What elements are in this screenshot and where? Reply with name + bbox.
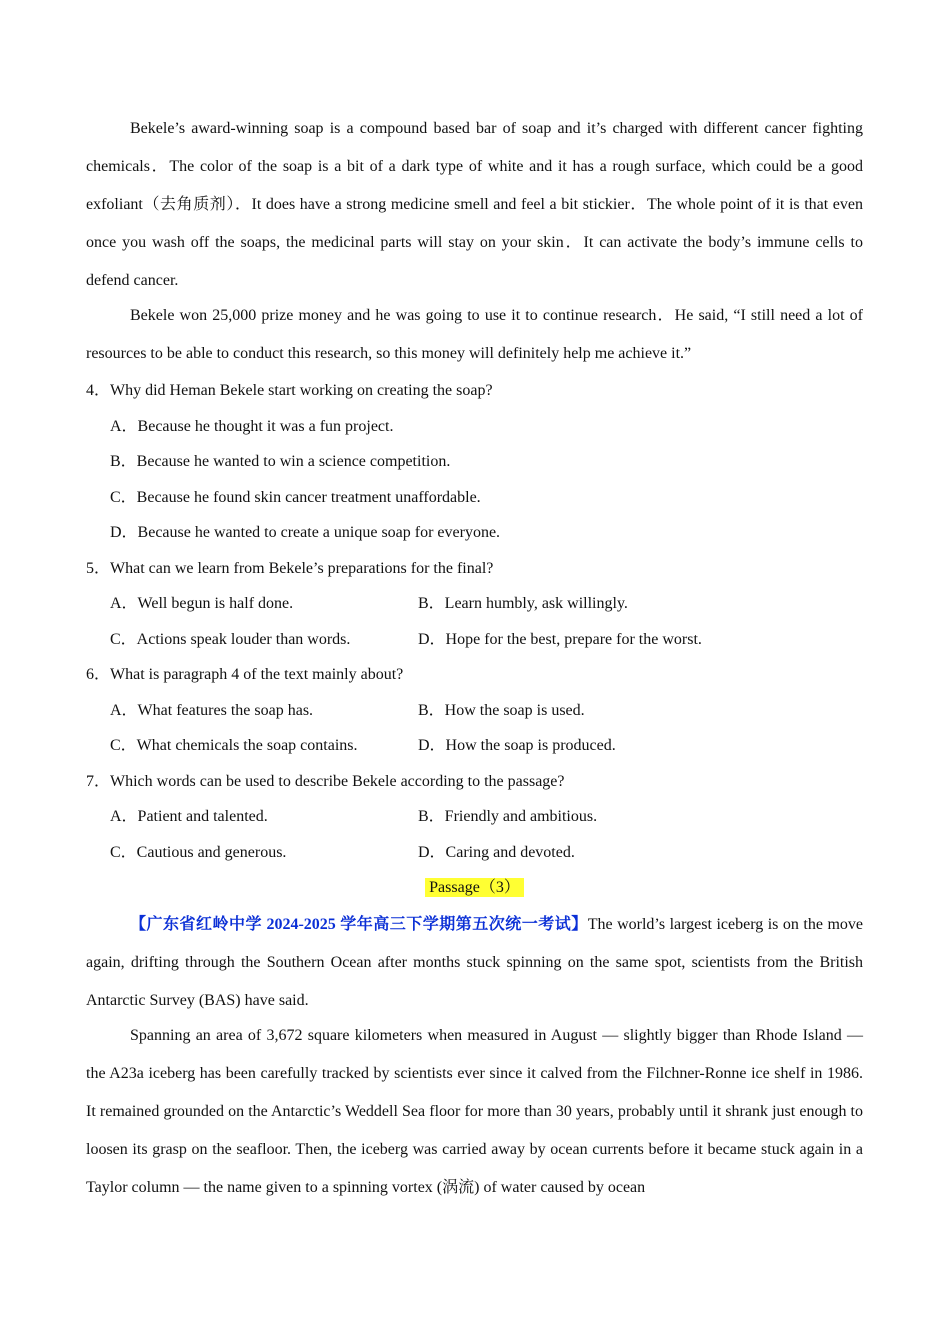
option-list [86, 693, 863, 764]
option-d[interactable]: D．Because he wanted to create a unique soap for everyone. [110, 524, 501, 541]
option-c[interactable]: C．What chemicals the soap contains. [110, 737, 358, 754]
option-d[interactable]: D．Hope for the best, prepare for the worst. [418, 630, 702, 648]
source-tag: 【广东省红岭中学 2024-2025 学年高三下学期第五次统一考试】 [130, 915, 588, 933]
question-block-5 [86, 551, 863, 658]
option-a[interactable]: A．Patient and talented. [110, 808, 268, 825]
option-a[interactable]: A．What features the soap has. [110, 701, 314, 719]
option-b[interactable]: B．How the soap is used. [418, 701, 585, 719]
question-stem: 7．Which words can be used to describe Bekele according to the passage? [86, 772, 565, 790]
option-c[interactable]: C．Because he found skin cancer treatment unaffordable. [110, 488, 481, 506]
question-block-6 [86, 657, 863, 764]
question-stem: 4．Why did Heman Bekele start working on creating the soap? [86, 382, 493, 399]
option-b[interactable]: B．Learn humbly, ask willingly. [418, 595, 628, 612]
option-c[interactable]: C．Actions speak louder than words. [110, 630, 351, 648]
question-block-7 [86, 764, 863, 871]
passage-title-highlight: Passage（3） [425, 878, 524, 897]
paragraph-text: The world’s largest iceberg is on the move again, drifting through the Southern Ocean after months stuck spinning on the same spot, scientists from the British Antarctic Survey (BAS) have said. [86, 915, 863, 1009]
option-c[interactable]: C．Cautious and generous. [110, 843, 287, 861]
option-a[interactable]: A．Well begun is half done. [110, 595, 294, 612]
option-row [110, 622, 863, 658]
paragraph-soap-description: Bekele’s award-winning soap is a compound based bar of soap and it’s charged with different cancer fighting chemicals．The color of the soap is a bit of a dark type of white and it has a rough surface, which could be a good exfoliant（去角质剂）．It does have a strong medicine smell and feel a bit stickier．The whole point of it is that even once you wash off the soaps, the medicinal parts will stay on your skin．It can activate the body’s immune cells to defend cancer. [86, 120, 864, 289]
question-stem: 6．What is paragraph 4 of the text mainly about? [86, 666, 404, 683]
option-row [110, 835, 863, 871]
passage-title [86, 870, 863, 906]
option-b[interactable]: B．Because he wanted to win a science competition. [110, 453, 451, 470]
option-list [86, 586, 863, 657]
paragraph-iceberg-detail: Spanning an area of 3,672 square kilometers when measured in August — slightly bigger than Rhode Island — the A23a iceberg has been carefully tracked by scientists ever since it calved from the Filchner-Ronne ice shelf in 1986. It remained grounded on the Antarctic’s Weddell Sea floor for more than 30 years, probably until it shrank just enough to loosen its grasp on the seafloor. Then, the iceberg was carried away by ocean currents before it became stuck again in a Taylor column — the name given to a spinning vortex (涡流) of water caused by ocean [86, 1026, 863, 1196]
paragraph-iceberg-intro [86, 906, 863, 1020]
option-b[interactable]: B．Friendly and ambitious. [418, 808, 598, 825]
option-row [110, 728, 863, 764]
option-row [110, 586, 863, 622]
question-stem: 5．What can we learn from Bekele’s preparations for the final? [86, 559, 494, 577]
paragraph-prize-money: Bekele won 25,000 prize money and he was going to use it to continue research．He said, “I still need a lot of resources to be able to conduct this research, so this money will definitely help me achieve it.” [86, 307, 863, 362]
page-content [86, 110, 863, 1207]
option-list [86, 799, 863, 870]
option-d[interactable]: D．Caring and devoted. [418, 843, 575, 861]
option-row [110, 693, 863, 729]
question-block-4 [86, 373, 863, 551]
option-a[interactable]: A．Because he thought it was a fun project. [110, 417, 394, 435]
option-d[interactable]: D．How the soap is produced. [418, 737, 616, 754]
option-list [86, 409, 863, 551]
option-row [110, 799, 863, 835]
